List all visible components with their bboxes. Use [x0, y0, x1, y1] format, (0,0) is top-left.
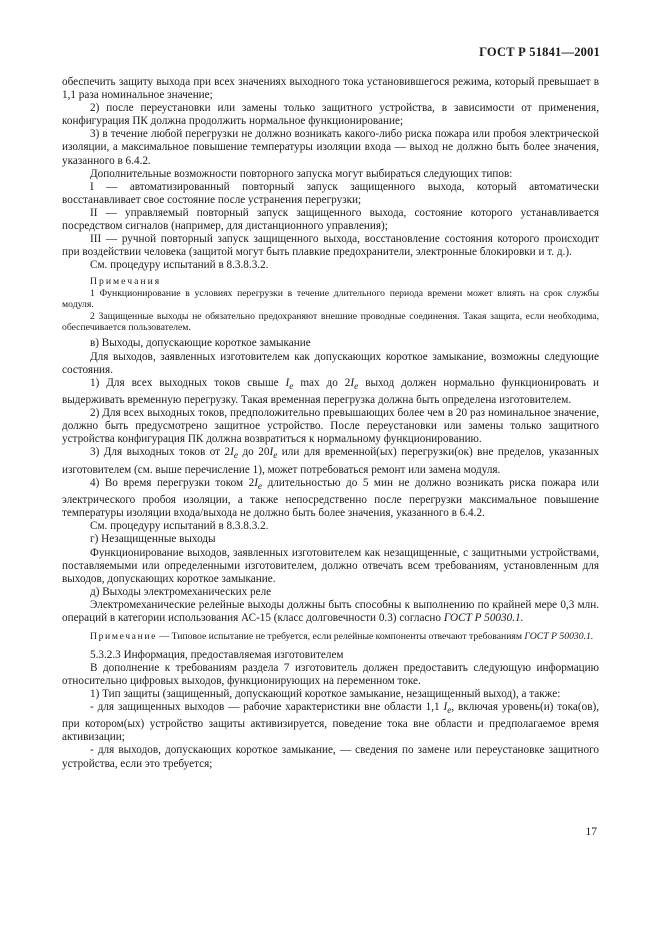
symbol-factor: 2 — [224, 446, 231, 459]
symbol-ie: I — [443, 700, 448, 713]
text-run: длительностью до 5 мин не должно возникать риска пожара или электрического пробоя изоляции, а также непосредственно после перегрузки максимальное повышение температуры изоляции входа/выхода не должно быть более значения, указанного в 6.4.2. — [62, 476, 599, 520]
symbol-ie: I — [230, 446, 234, 459]
note-heading: Примечание — [90, 631, 158, 643]
text-run: или для временной(ых) перегрузки(ок) вне пределов, указанных изготовителем (см. выше перечисление 1), может потребоваться ремонт или замена модуля. — [62, 446, 599, 476]
page-number: 17 — [585, 826, 597, 838]
symbol-ie-subscript: e — [257, 482, 263, 493]
text-run: 3) Для выходных токов от — [90, 446, 225, 459]
paragraph: I — автоматизированный повторный запуск защищенного выхода, который автоматически восстанавливает свое состояние после устранения перегрузки; — [62, 180, 599, 206]
symbol-factor-20: 20 — [258, 446, 270, 459]
paragraph — [62, 377, 599, 407]
paragraph: Дополнительные возможности повторного запуска могут выбираться следующих типов: — [90, 167, 513, 180]
notes-heading: Примечания — [90, 276, 162, 288]
subsection-heading: в) Выходы, допускающие короткое замыкание — [90, 337, 311, 350]
paragraph: Для выходов, заявленных изготовителем как допускающих короткое замыкание, возможны следующие состояния. — [62, 350, 599, 376]
symbol-factor: 2 — [248, 476, 255, 489]
subsection-heading: г) Незащищенные выходы — [90, 533, 216, 546]
paragraph: 1) Тип защиты (защищенный, допускающий короткое замыкание, незащищенный выход), а также: — [90, 687, 561, 700]
paragraph: Функционирование выходов, заявленных изготовителем как незащищенные, с защитными устройствами, поставляемыми или определенными изготовителем, должно отвечать всем требованиям, установленным для выходов, допускающих короткое замыкание. — [62, 546, 599, 585]
paragraph: обеспечить защиту выхода при всех значениях выходного тока установившегося режима, который превышает в 1,1 раза номинальное значение; — [62, 76, 599, 102]
paragraph: В дополнение к требованиям раздела 7 изготовитель должен предоставить следующую информацию относительно цифровых выходов, функционирующих на переменном токе. — [62, 661, 599, 687]
symbol-ie: I — [254, 476, 258, 489]
symbol-ie: I — [285, 376, 290, 389]
note-item — [62, 631, 599, 642]
document-code: ГОСТ Р 51841—2001 — [479, 45, 600, 59]
symbol-factor: 2 — [344, 376, 351, 389]
standard-reference: ГОСТ Р 50030.1. — [524, 631, 594, 643]
section-heading: 5.3.2.3 Информация, предоставляемая изготовителем — [90, 648, 344, 661]
symbol-ie-subscript: e — [289, 381, 294, 392]
page-body — [62, 76, 599, 771]
paragraph — [62, 477, 599, 521]
paragraph — [62, 701, 599, 745]
subsection-heading: д) Выходы электромеханических реле — [90, 585, 272, 598]
text-run: 1) Для всех выходных токов свыше — [90, 376, 286, 389]
text-run: Электромеханические релейные выходы должны быть способны к выполнению по крайней мере 0,3 млн. операций в категории использования АС-15 (класс долговечности 0.3) согласно — [62, 598, 599, 625]
paragraph: 3) в течение любой перегрузки не должно возникать какого-либо риска пожара или пробоя электрической изоляции, а максимальное повышение температуры изоляции входа — выход не должно быть более значения, указанного в 6.4.2. — [62, 128, 599, 167]
paragraph: См. процедуру испытаний в 8.3.8.3.2. — [90, 520, 269, 533]
text-run: max до — [293, 376, 345, 389]
paragraph — [62, 599, 599, 625]
paragraph — [62, 446, 599, 476]
paragraph: III — ручной повторный запуск защищенного выхода, восстановление состояния которого происходит при воздействии человека (защитой могут быть плавкие предохранители, электронные блокировки и т. д.). — [62, 233, 599, 259]
note-item: 2 Защищенные выходы не обязательно предохраняют внешние проводные соединения. Такая защита, если необходима, обеспечивается пользователем. — [62, 310, 599, 334]
symbol-ie: I — [269, 446, 274, 459]
paragraph: - для выходов, допускающих короткое замыкание, — сведения по замене или переустановке защитного устройства, если это требуется; — [62, 744, 599, 770]
note-item: 1 Функционирование в условиях перегрузки в течение длительного периода времени может влиять на срок службы модуля. — [62, 287, 599, 311]
symbol-ie-subscript: e — [233, 451, 238, 462]
text-run: 4) Во время перегрузки током — [90, 476, 249, 489]
symbol-ie-subscript: e — [273, 451, 278, 462]
text-run: , включая уровень(и) тока(ов), при котором(ых) устройство защиты активизируется, поведение тока вне области и предполагаемое время активизации; — [62, 700, 600, 744]
symbol-ie-subscript: e — [354, 381, 359, 392]
text-run: выход должен нормально функционировать и выдерживать временную перегрузку. Такая временная перегрузка должна быть определена изготовителем. — [62, 376, 600, 407]
paragraph: См. процедуру испытаний в 8.3.8.3.2. — [90, 259, 269, 272]
text-run: до — [238, 446, 259, 459]
paragraph: II — управляемый повторный запуск защищенного выхода, состояние которого устанавливается посредством сигналов (например, для дистанционного управления); — [62, 206, 599, 233]
text-run: - для защищенных выходов — рабочие характеристики вне области 1,1 — [90, 700, 444, 713]
symbol-ie: I — [350, 376, 355, 389]
text-run: — Типовое испытание не требуется, если релейные компоненты отвечают требованиям — [157, 631, 525, 643]
standard-reference: ГОСТ Р 50030.1. — [443, 612, 524, 625]
paragraph: 2) после переустановки или замены только защитного устройства, в зависимости от применения, конфигурация ПК должна продолжить нормальное функционирование; — [62, 102, 599, 128]
symbol-ie-subscript: e — [447, 706, 452, 717]
paragraph: 2) Для всех выходных токов, предположительно превышающих более чем в 20 раз номинальное значение, должно быть предусмотрено защитное устройство. После переустановки или замены только защитного устройства конфигурация ПК должна возвратиться к нормальному функционированию. — [62, 407, 599, 446]
